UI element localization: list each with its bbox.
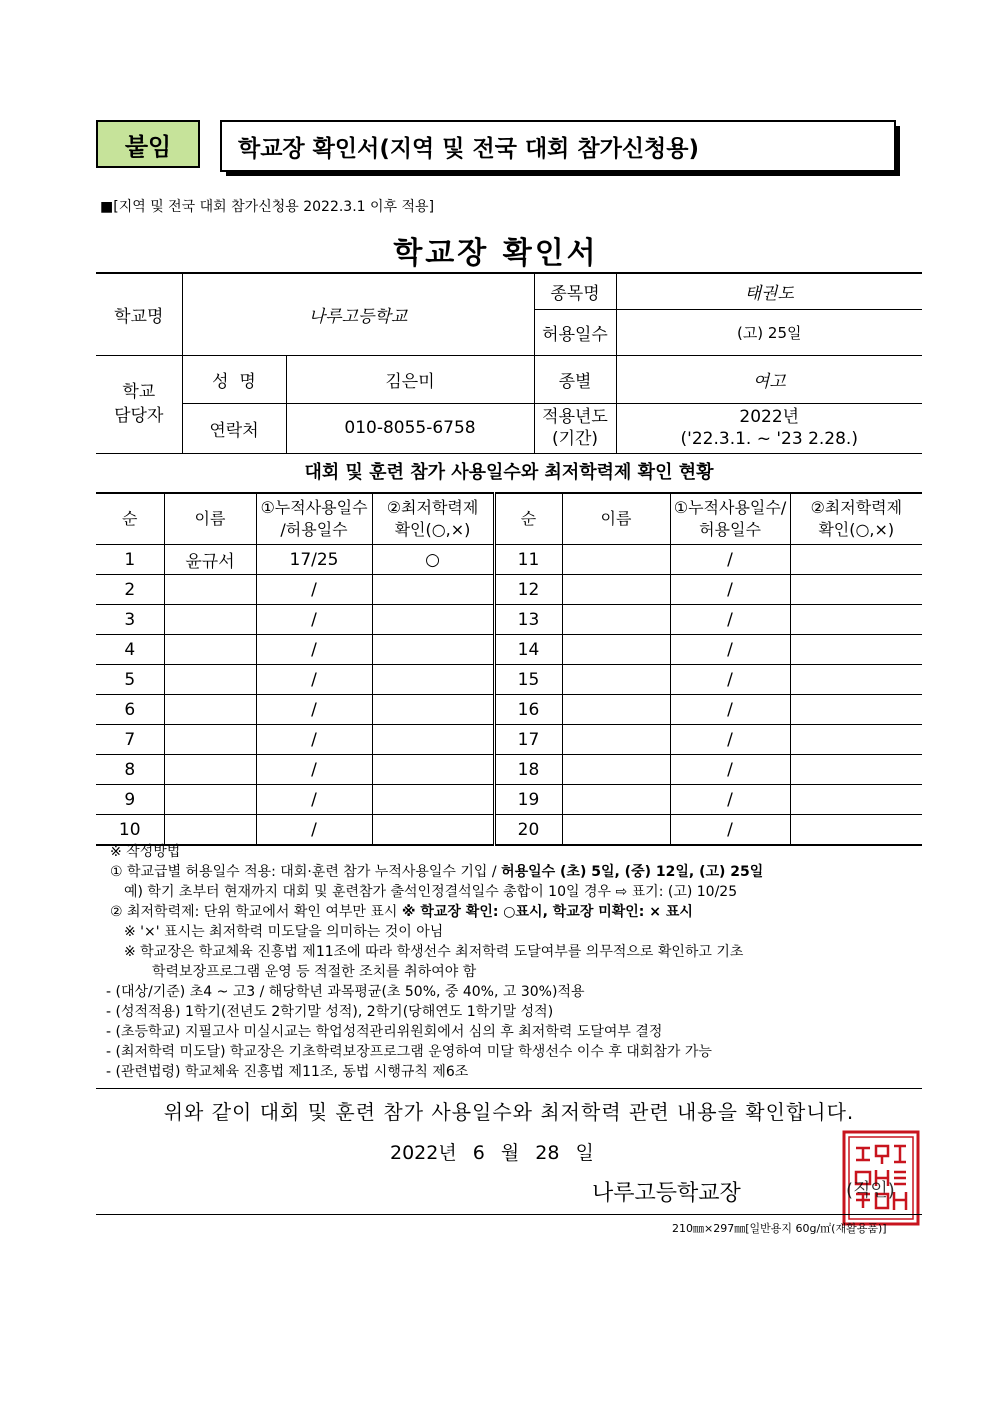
header-no: 순 [494,493,562,545]
school-value: 나루고등학교 [182,273,534,355]
cell-name [562,815,670,846]
cell-no: 13 [494,605,562,635]
cell-no: 10 [96,815,164,846]
name-value: 김은미 [286,355,534,403]
header-name: 이름 [562,493,670,545]
document-header-title [220,120,896,172]
days-value: (고) 25일 [616,309,922,355]
header-name: 이름 [164,493,256,545]
attachment-tag [96,120,200,168]
cell-no: 11 [494,545,562,575]
cell-days: / [670,665,790,695]
cell-name [164,665,256,695]
application-note: ■[지역 및 전국 대회 참가신청용 2022.3.1 이후 적용] [100,199,435,215]
cell-check [790,635,922,665]
cell-name [562,755,670,785]
cell-name [164,605,256,635]
cell-check [372,635,494,665]
page-title: 학교장 확인서 [393,236,599,271]
cell-days: / [670,815,790,846]
instruction-1-bold: 허용일수 (초) 5일, (중) 12일, (고) 25일 [501,864,764,880]
manager-label: 학교 담당자 [96,355,182,453]
year-value: 2022년 [739,407,800,427]
cell-no: 19 [494,785,562,815]
table-row [96,755,922,785]
cell-check [372,815,494,846]
table-row [96,815,922,846]
cell-days: / [256,725,372,755]
instruction-note-1: ※ '×' 표시는 최저학력 미도달을 의미하는 것이 아님 [124,924,444,940]
cell-name [164,635,256,665]
instruction-2 [110,902,930,922]
header-check: ②최저학력제 확인(○,×) [372,493,494,545]
status-title: 대회 및 훈련 참가 사용일수와 최저학력제 확인 현황 [304,462,714,483]
table-row [96,785,922,815]
instruction-item-elementary: - (초등학교) 지필고사 미실시교는 학업성적관리위원회에서 심의 후 최저학력 도달여부 결정 [106,1024,663,1040]
header-no: 순 [96,493,164,545]
table-row [96,695,922,725]
year-cell [616,403,922,453]
period-value: ('22.3.1. ~ '23 2.28.) [680,429,858,449]
cell-check [790,665,922,695]
seal-mark: (직인) [846,1180,895,1201]
instruction-item-law: - (관련법령) 학교체육 진흥법 제11조, 동법 시행규칙 제6조 [106,1064,469,1080]
contact-value: 010-8055-6758 [286,403,534,453]
contact-label: 연락처 [182,403,286,453]
cell-name [562,695,670,725]
cell-name [562,545,670,575]
cell-no: 7 [96,725,164,755]
cell-name [164,725,256,755]
attachment-tag-label: 붙임 [124,132,172,161]
cell-name [562,665,670,695]
cell-check [372,755,494,785]
principal-signature: 나루고등학교장 [592,1181,741,1206]
cell-no: 15 [494,665,562,695]
footer-divider [96,1214,922,1215]
table-row [96,665,922,695]
instruction-note-2-cont: 학력보장프로그램 운영 등 적절한 조치를 취하여야 함 [152,964,477,980]
cell-name [562,725,670,755]
cell-days: / [670,605,790,635]
instruction-item-below: - (최저학력 미도달) 학교장은 기초학력보장프로그램 운영하여 미달 학생선수 이수 후 대회참가 가능 [106,1044,712,1060]
cell-days: / [256,695,372,725]
table-row [96,725,922,755]
cell-check: ○ [372,545,494,575]
cell-days: 17/25 [256,545,372,575]
cell-check [790,725,922,755]
cell-check [790,785,922,815]
instruction-1 [110,862,930,882]
cell-days: / [670,635,790,665]
issue-date: 2022년 6 월 28 일 [390,1142,594,1164]
days-label: 허용일수 [534,309,616,355]
cell-no: 2 [96,575,164,605]
cell-no: 1 [96,545,164,575]
cell-check [790,755,922,785]
header-title-text: 학교장 확인서(지역 및 전국 대회 참가신청용) [238,135,699,162]
confirmation-statement: 위와 같이 대회 및 훈련 참가 사용일수와 최저학력 관련 내용을 확인합니다. [163,1100,855,1124]
cell-days: / [256,755,372,785]
header-days: ①누적사용일수/ 허용일수 [670,493,790,545]
cell-no: 4 [96,635,164,665]
cell-check [790,815,922,846]
cell-days: / [256,665,372,695]
divider [96,1088,922,1089]
gender-value: 여고 [616,355,922,403]
cell-days: / [670,695,790,725]
cell-check [790,605,922,635]
cell-days: / [256,785,372,815]
cell-days: / [670,755,790,785]
cell-name: 윤규서 [164,545,256,575]
cell-name [562,575,670,605]
cell-name [164,815,256,846]
cell-name [562,605,670,635]
cell-days: / [256,815,372,846]
gender-label: 종별 [534,355,616,403]
sport-label: 종목명 [534,273,616,309]
cell-no: 3 [96,605,164,635]
cell-no: 12 [494,575,562,605]
cell-days: / [670,575,790,605]
cell-name [562,785,670,815]
cell-no: 18 [494,755,562,785]
info-table [96,272,922,454]
cell-no: 6 [96,695,164,725]
cell-name [164,785,256,815]
cell-check [790,545,922,575]
cell-no: 20 [494,815,562,846]
cell-days: / [670,725,790,755]
cell-days: / [256,575,372,605]
instructions [106,842,930,1082]
instruction-example: 예) 학기 초부터 현재까지 대회 및 훈련참가 출석인정결석일수 총합이 10일 경우 ⇨ 표기: (고) 10/25 [124,884,738,900]
instruction-2-bold: ※ 학교장 확인: ○표시, 학교장 미확인: × 표시 [401,904,693,920]
name-label: 성 명 [182,355,286,403]
sport-value: 태권도 [616,273,922,309]
paper-spec: 210㎜×297㎜[일반용지 60g/㎡(재활용품)] [672,1222,887,1235]
table-row [96,605,922,635]
cell-name [164,575,256,605]
header-check: ②최저학력제 확인(○,×) [790,493,922,545]
cell-no: 16 [494,695,562,725]
instruction-item-grades: - (성적적용) 1학기(전년도 2학기말 성적), 2학기(당해연도 1학기말 성적) [106,1004,554,1020]
cell-name [562,635,670,665]
cell-check [790,575,922,605]
table-row [96,545,922,575]
table-row [96,575,922,605]
cell-check [372,785,494,815]
cell-name [164,695,256,725]
cell-days: / [256,635,372,665]
cell-no: 9 [96,785,164,815]
cell-no: 8 [96,755,164,785]
table-row [96,635,922,665]
cell-days: / [670,785,790,815]
instructions-title: ※ 작성방법 [110,844,181,860]
instruction-item-target: - (대상/기준) 초4 ~ 고3 / 해당학년 과목평균(초 50%, 중 40%, 고 30%)적용 [106,984,585,1000]
header-days: ①누적사용일수 /허용일수 [256,493,372,545]
year-label: 적용년도 (기간) [534,403,616,453]
cell-days: / [256,605,372,635]
cell-no: 17 [494,725,562,755]
status-table [96,492,922,846]
cell-check [372,695,494,725]
cell-no: 5 [96,665,164,695]
instruction-1-text: ① 학교급별 허용일수 적용: 대회·훈련 참가 누적사용일수 기입 / [110,864,502,880]
cell-days: / [670,545,790,575]
cell-check [372,605,494,635]
instruction-2-text: ② 최저학력제: 단위 학교에서 확인 여부만 표시 [110,904,402,920]
cell-name [164,755,256,785]
cell-check [790,695,922,725]
cell-check [372,725,494,755]
school-label: 학교명 [96,273,182,355]
cell-check [372,665,494,695]
instruction-note-2: ※ 학교장은 학교체육 진흥법 제11조에 따라 학생선수 최저학력 도달여부를 의무적으로 확인하고 기초 [124,944,744,960]
cell-check [372,575,494,605]
cell-no: 14 [494,635,562,665]
